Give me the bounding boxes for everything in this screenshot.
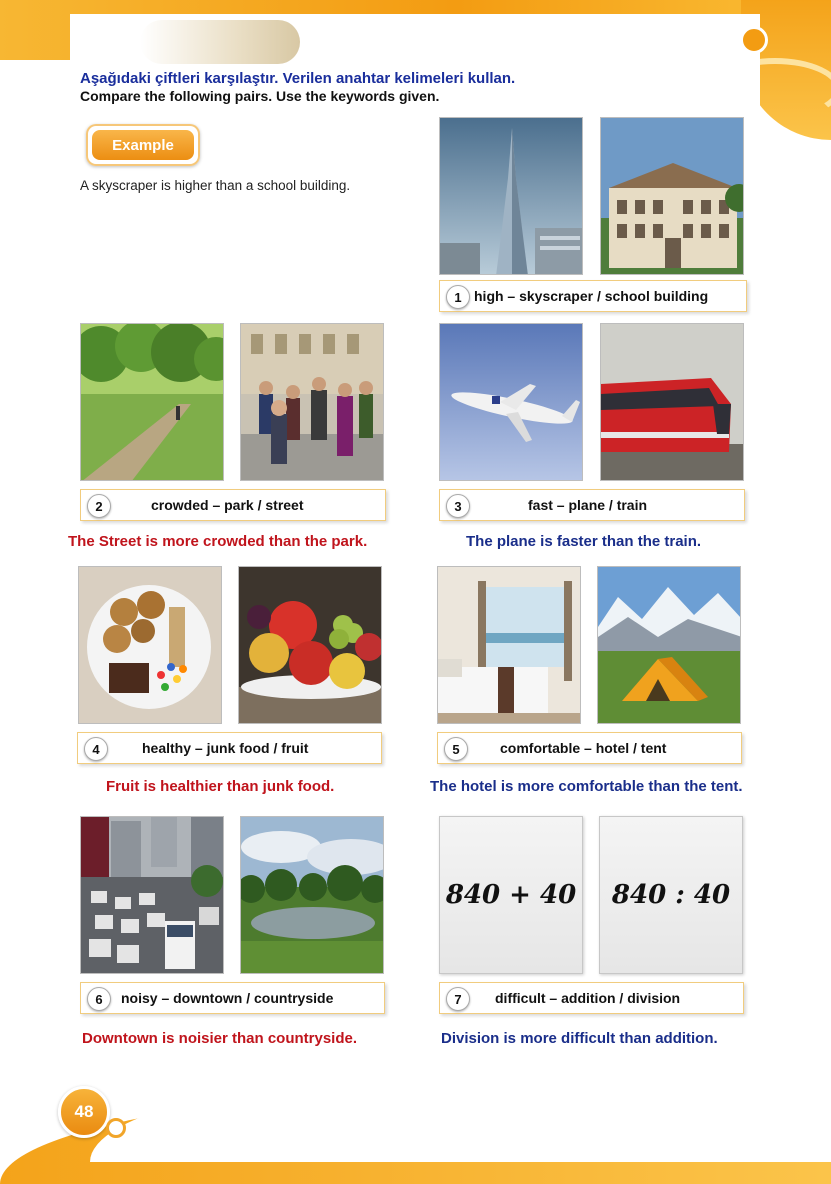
instruction-english: Compare the following pairs. Use the keywords given. [80,88,440,104]
item-number-4: 4 [84,737,108,761]
keyword-box-4 [77,732,382,764]
keywords-2: crowded – park / street [151,497,304,513]
page-number-knob-decoration [106,1118,126,1138]
keywords-5: comfortable – hotel / tent [500,740,667,756]
keyword-box-6 [80,982,385,1014]
page-number: 48 [58,1086,110,1138]
fruit-photo [238,566,382,724]
skyscraper-photo [439,117,583,275]
downtown-traffic-photo [80,816,224,974]
answer-7: Division is more difficult than addition. [441,1030,718,1047]
park-photo [80,323,224,481]
division-card: 840 : 40 [599,816,743,974]
school-building-photo [600,117,744,275]
addition-card: 840 + 40 [439,816,583,974]
plane-photo [439,323,583,481]
instruction-turkish: Aşağıdaki çiftleri karşılaştır. Verilen anahtar kelimeleri kullan. [80,70,516,87]
item-number-6: 6 [87,987,111,1011]
keyword-box-2 [80,489,386,521]
answer-6: Downtown is noisier than countryside. [82,1030,358,1047]
train-photo [600,323,744,481]
keywords-3: fast – plane / train [528,497,648,513]
section-badge-decoration [140,20,300,64]
answer-4: Fruit is healthier than junk food. [106,778,335,795]
answer-2: The Street is more crowded than the park. [68,533,368,550]
item-number-3: 3 [446,494,470,518]
keyword-box-5 [437,732,742,764]
keywords-6: noisy – downtown / countryside [121,990,334,1006]
hotel-room-photo [437,566,581,724]
keyword-box-1 [439,280,747,312]
crowded-street-photo [240,323,384,481]
header-knob-decoration [740,26,768,54]
item-number-1: 1 [446,285,470,309]
keywords-1: high – skyscraper / school building [474,288,709,304]
answer-5: The hotel is more comfortable than the tent. [430,778,743,795]
item-number-7: 7 [446,987,470,1011]
item-number-2: 2 [87,494,111,518]
answer-3: The plane is faster than the train. [466,533,702,550]
keywords-7: difficult – addition / division [495,990,681,1006]
example-sentence: A skyscraper is higher than a school building. [80,178,351,193]
keywords-4: healthy – junk food / fruit [142,740,309,756]
junk-food-photo [78,566,222,724]
countryside-photo [240,816,384,974]
item-number-5: 5 [444,737,468,761]
keyword-box-7 [439,982,744,1014]
example-label-button [86,124,200,166]
keyword-box-3 [439,489,745,521]
example-label: Example [92,130,194,160]
tent-photo [597,566,741,724]
